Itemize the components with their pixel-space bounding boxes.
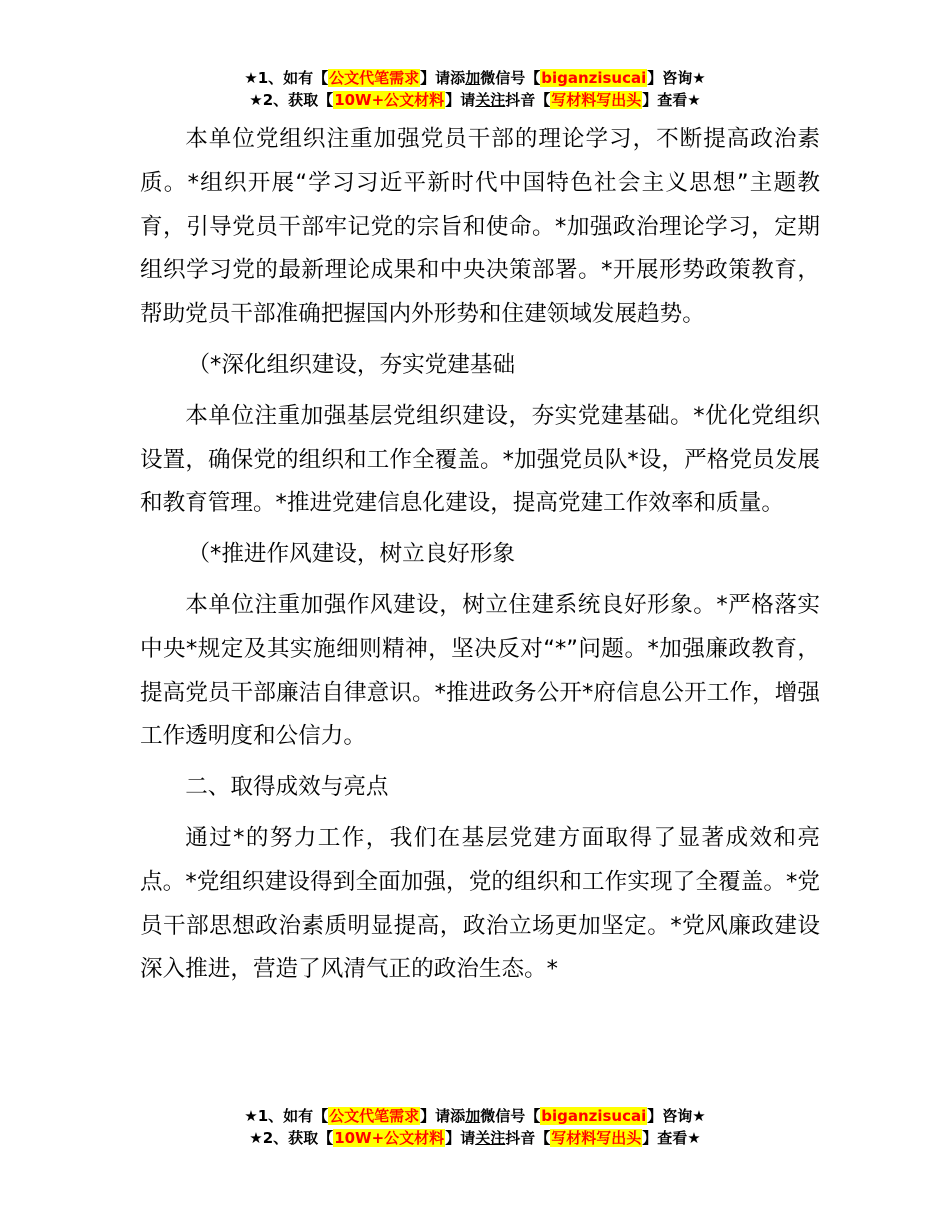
banner-line-2 [0, 89, 950, 111]
paragraph-organization: 本单位注重加强基层党组织建设，夯实党建基础。*优化党组织设置，确保党的组织和工作全覆盖。*加强党员队*设，严格党员发展和教育管理。*推进党建信息化建设，提高党建工作效率和质量。 [140, 402, 820, 517]
highlight-douyin-account: 写材料写出头 [551, 91, 642, 109]
banner-text: 2、获取【 [262, 1129, 334, 1147]
banner-text: 】请添 [420, 69, 466, 87]
underlined-text: 关注 [475, 91, 506, 109]
highlight-materials: 10W+公文材料 [334, 1129, 445, 1147]
banner-text: 】请 [445, 91, 476, 109]
star-icon: ★ [244, 1107, 258, 1125]
banner-text: 微信号【 [480, 69, 541, 87]
banner-text: 】查看★ [642, 91, 701, 109]
highlight-wechat-id: biganzisucai [541, 1107, 647, 1125]
banner-line-1 [0, 67, 950, 89]
banner-line-2 [0, 1127, 950, 1149]
highlight-douyin-account: 写材料写出头 [551, 1129, 642, 1147]
paragraph-theory-study: 本单位党组织注重加强党员干部的理论学习，不断提高政治素质。*组织开展“学习习近平新时代中国特色社会主义思想”主题教育，引导党员干部牢记党的宗旨和使命。*加强政治理论学习，定期组织学习党的最新理论成果和中央决策部署。*开展形势政策教育，帮助党员干部准确把握国内外形势和住建领域发展趋势。 [140, 126, 820, 328]
banner-text: 1、如有【 [257, 1107, 329, 1125]
banner-text: 微信号【 [480, 1107, 541, 1125]
document-body [140, 118, 820, 999]
star-icon: ★ [249, 1129, 263, 1147]
star-icon: ★ [249, 91, 263, 109]
banner-text: 抖音【 [505, 1129, 551, 1147]
banner-text: 】咨询★ [647, 69, 706, 87]
underlined-text: 加 [465, 1107, 481, 1125]
highlight-wechat-id: biganzisucai [541, 69, 647, 87]
footer-banner [0, 1105, 950, 1149]
underlined-text: 加 [465, 69, 481, 87]
banner-text: 2、获取【 [262, 91, 334, 109]
star-icon: ★ [244, 69, 258, 87]
banner-text: 】查看★ [642, 1129, 701, 1147]
highlight-service: 公文代笔需求 [329, 1107, 420, 1125]
banner-text: 】请 [445, 1129, 476, 1147]
section-heading-work-style: （*推进作风建设，树立良好形象 [187, 541, 516, 568]
banner-text: 】请添 [420, 1107, 466, 1125]
highlight-materials: 10W+公文材料 [334, 91, 445, 109]
paragraph-achievements: 通过*的努力工作，我们在基层党建方面取得了显著成效和亮点。*党组织建设得到全面加强，党的组织和工作实现了全覆盖。*党员干部思想政治素质明显提高，政治立场更加坚定。*党风廉政建设深入推进，营造了风清气正的政治生态。* [140, 824, 820, 983]
underlined-text: 关注 [475, 1129, 506, 1147]
banner-text: 抖音【 [505, 91, 551, 109]
paragraph-work-style: 本单位注重加强作风建设，树立住建系统良好形象。*严格落实中央*规定及其实施细则精神，坚决反对“*”问题。*加强廉政教育，提高党员干部廉洁自律意识。*推进政务公开*府信息公开工作，增强工作透明度和公信力。 [140, 591, 820, 750]
banner-text: 1、如有【 [257, 69, 329, 87]
section-heading-achievements: 二、取得成效与亮点 [185, 774, 389, 801]
banner-text: 】咨询★ [647, 1107, 706, 1125]
header-banner [0, 67, 950, 111]
section-heading-organization: （*深化组织建设，夯实党建基础 [187, 351, 516, 378]
banner-line-1 [0, 1105, 950, 1127]
highlight-service: 公文代笔需求 [329, 69, 420, 87]
